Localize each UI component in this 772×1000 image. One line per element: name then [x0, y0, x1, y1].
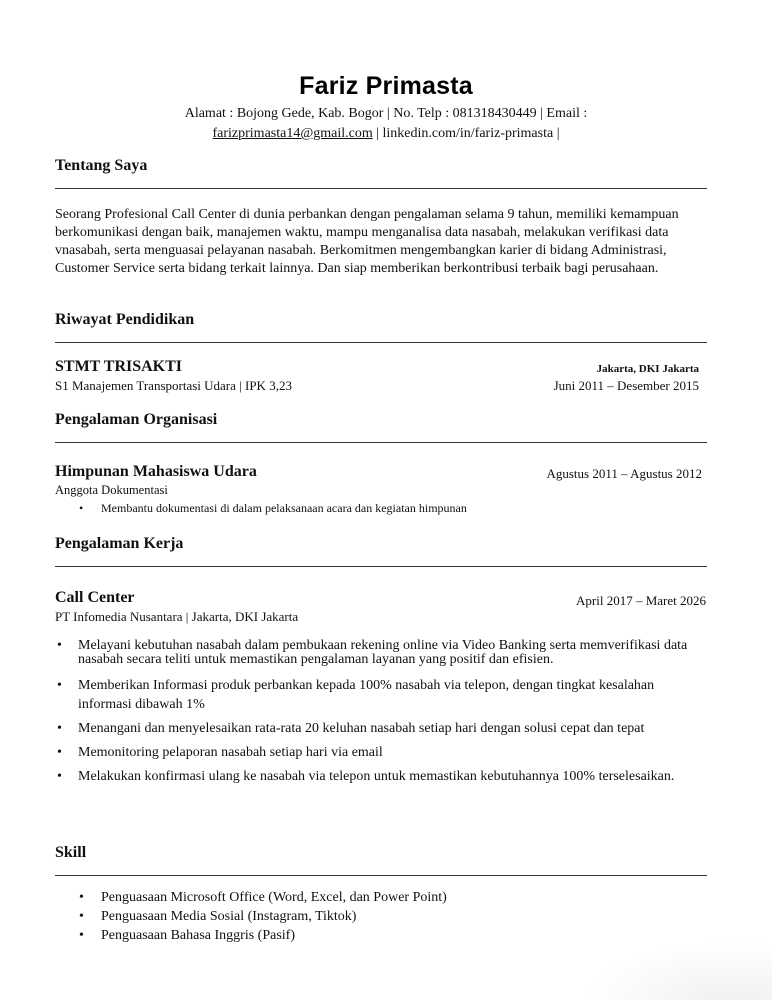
contact-info	[0, 104, 772, 144]
school-location: Jakarta, DKI Jakarta	[596, 363, 699, 375]
degree-text: S1 Manajemen Transportasi Udara | IPK 3,23	[55, 378, 292, 393]
section-title-organization: Pengalaman Organisasi	[55, 411, 218, 428]
organization-bullets	[55, 500, 467, 516]
email-link[interactable]: farizprimasta14@gmail.com	[212, 126, 373, 141]
list-item: • Memonitoring pelaporan nasabah setiap hari via email	[57, 745, 383, 760]
list-item: • Penguasaan Media Sosial (Instagram, Tiktok)	[79, 909, 357, 924]
section-title-work: Pengalaman Kerja	[55, 535, 184, 552]
list-item: • Melakukan konfirmasi ulang ke nasabah via telepon untuk memastikan kebutuhannya 100% terselesaikan.	[57, 769, 675, 784]
section-divider	[55, 188, 707, 189]
organization-role: Anggota Dokumentasi	[55, 483, 168, 497]
section-title-education: Riwayat Pendidikan	[55, 311, 195, 328]
list-item: • Menangani dan menyelesaikan rata-rata 20 keluhan nasabah setiap hari dengan solusi cepat dan tepat	[57, 721, 645, 736]
resume-name: Fariz Primasta	[299, 72, 473, 100]
section-title-about: Tentang Saya	[55, 157, 148, 174]
education-period: Juni 2011 – Desember 2015	[553, 378, 699, 393]
list-item: • Memberikan Informasi produk perbankan kepada 100% nasabah via telepon, dengan tingkat kesalahan informasi dibawah 1%	[57, 678, 655, 712]
list-item: • Penguasaan Bahasa Inggris (Pasif)	[79, 928, 296, 943]
list-item: • Penguasaan Microsoft Office (Word, Excel, dan Power Point)	[79, 890, 447, 905]
contact-line-1: Alamat : Bojong Gede, Kab. Bogor | No. Telp : 081318430449 | Email :	[184, 106, 588, 121]
job-period: April 2017 – Maret 2026	[576, 593, 706, 608]
linkedin-text: | linkedin.com/in/fariz-primasta |	[372, 126, 560, 141]
bullet-icon: •	[57, 769, 62, 784]
organization-name: Himpunan Mahasiswa Udara	[55, 463, 257, 480]
section-divider	[55, 875, 707, 876]
section-title-skill: Skill	[55, 844, 87, 861]
bullet-icon: •	[79, 928, 84, 943]
bullet-icon: •	[57, 745, 62, 760]
bullet-icon: •	[57, 678, 62, 693]
skill-list	[55, 888, 447, 945]
bullet-icon: •	[79, 501, 84, 515]
bullet-icon: •	[57, 721, 62, 736]
bullet-icon: •	[79, 909, 84, 924]
bullet-icon: •	[57, 638, 62, 653]
list-item: • Melayani kebutuhan nasabah dalam pembukaan rekening online via Video Banking serta memverifikasi data nasabah secara teliti untuk memastikan pengalaman layanan yang positif dan efisien.	[57, 638, 688, 667]
school-name: STMT TRISAKTI	[55, 358, 183, 375]
company-text: PT Infomedia Nusantara | Jakarta, DKI Jakarta	[55, 609, 299, 624]
section-divider	[55, 442, 707, 443]
list-item: • Membantu dokumentasi di dalam pelaksanaan acara dan kegiatan himpunan	[79, 501, 467, 515]
job-position: Call Center	[55, 589, 135, 606]
about-text: Seorang Profesional Call Center di dunia perbankan dengan pengalaman selama 9 tahun, memiliki kemampuan berkomunikasi dengan baik, manajemen waktu, mampu menganalisa data nasabah, melakukan verifikasi data vnasabah, serta menguasai pelayanan nasabah. Berkomitmen mengembangkan karier di bidang Administrasi, Customer Service serta bidang terkait lainnya. Dan siap memberikan berkontribusi terbaik bagi perusahaan.	[55, 207, 679, 276]
bullet-icon: •	[79, 890, 84, 905]
work-bullets	[55, 639, 707, 791]
section-divider	[55, 566, 707, 567]
organization-period: Agustus 2011 – Agustus 2012	[546, 466, 702, 481]
section-divider	[55, 342, 707, 343]
page-shadow	[582, 940, 772, 1000]
contact-line-2	[0, 124, 772, 144]
